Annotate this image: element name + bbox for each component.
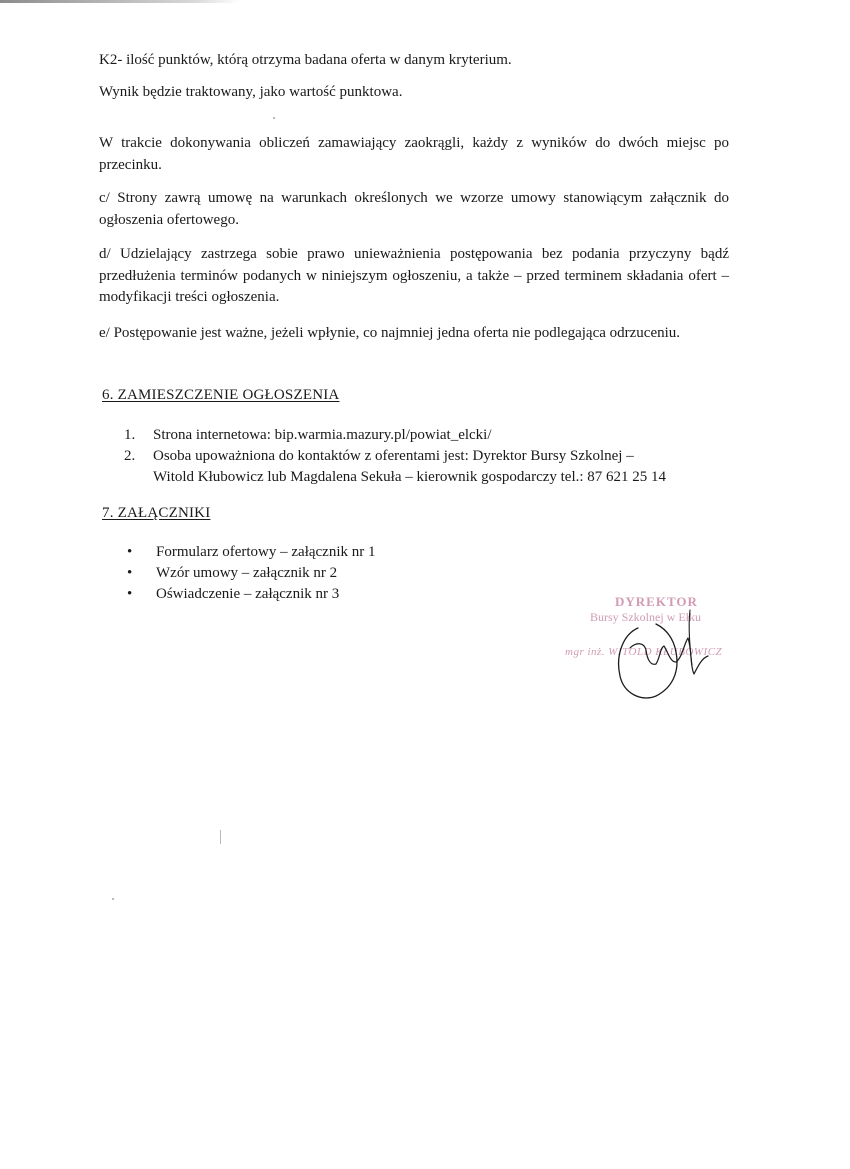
scan-speck <box>112 898 114 900</box>
section-6-heading: 6. ZAMIESZCZENIE OGŁOSZENIA <box>102 387 340 403</box>
section-6-list <box>124 425 744 488</box>
list-item-text-continued: Witold Kłubowicz lub Magdalena Sekuła – kierownik gospodarczy tel.: 87 621 25 14 <box>153 469 667 485</box>
list-item <box>127 542 747 563</box>
paragraph-c: c/ Strony zawrą umowę na warunkach określonych we wzorze umowy stanowiącym załącznik do ogłoszenia ofertowego. <box>99 190 729 228</box>
stamp-name: mgr inż. WITOLD KŁUBOWICZ <box>565 646 723 658</box>
list-item <box>127 563 747 584</box>
list-number: 1. <box>124 427 136 443</box>
stamp-title: DYREKTOR <box>615 594 698 609</box>
list-item <box>124 446 744 488</box>
list-item-text: Strona internetowa: bip.warmia.mazury.pl/powiat_elcki/ <box>153 427 492 443</box>
scan-edge-line <box>0 0 240 3</box>
list-item <box>124 425 744 446</box>
bullet-icon: • <box>127 544 133 560</box>
stamp-institution: Bursy Szkolnej w Ełku <box>590 610 701 624</box>
handwritten-signature-icon <box>560 588 760 708</box>
paragraph-wynik: Wynik będzie traktowany, jako wartość punktowa. <box>99 84 403 100</box>
paragraph-d: d/ Udzielający zastrzega sobie prawo unieważnienia postępowania bez podania przyczyny bądź przedłużenia terminów podanych w niniejszym ogłoszeniu, a także – przed terminem składania ofert – modyfikacji treści ogłoszenia. <box>99 246 729 305</box>
list-number: 2. <box>124 448 136 464</box>
list-item-text: Oświadczenie – załącznik nr 3 <box>156 586 340 602</box>
paragraph-e: e/ Postępowanie jest ważne, jeżeli wpłynie, co najmniej jedna oferta nie podlegająca odrzuceniu. <box>99 325 681 341</box>
official-stamp <box>560 588 760 708</box>
paragraph-rounding: W trakcie dokonywania obliczeń zamawiający zaokrągli, każdy z wyników do dwóch miejsc po przecinku. <box>99 135 729 173</box>
list-item-text: Formularz ofertowy – załącznik nr 1 <box>156 544 376 560</box>
bullet-icon: • <box>127 565 133 581</box>
bullet-icon: • <box>127 586 133 602</box>
scan-speck <box>273 117 275 119</box>
list-item-text: Osoba upoważniona do kontaktów z oferentami jest: Dyrektor Bursy Szkolnej – <box>153 448 634 464</box>
scan-speck <box>220 830 221 844</box>
list-item-text: Wzór umowy – załącznik nr 2 <box>156 565 338 581</box>
paragraph-k2: K2- ilość punktów, którą otrzyma badana oferta w danym kryterium. <box>99 52 512 68</box>
section-7-heading: 7. ZAŁĄCZNIKI <box>102 505 211 521</box>
